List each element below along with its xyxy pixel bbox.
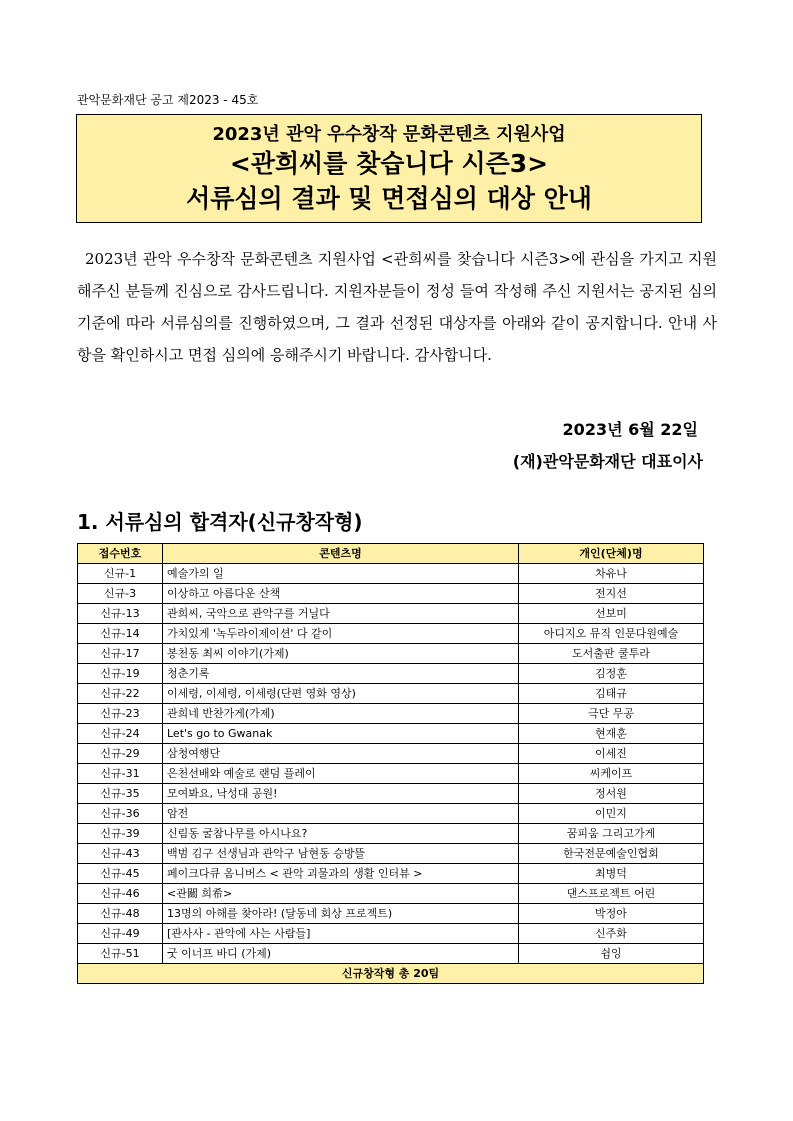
content-name-cell: 봉천동 최씨 이야기(가제) <box>163 644 519 664</box>
table-row <box>78 824 704 844</box>
applicant-name-cell: 박정아 <box>519 904 704 924</box>
table-row <box>78 624 704 644</box>
content-name-cell: 이상하고 아름다운 산책 <box>163 584 519 604</box>
receipt-number-cell: 신규-46 <box>78 884 163 904</box>
title-line-3: 서류심의 결과 및 면접심의 대상 안내 <box>186 184 592 213</box>
applicant-name-cell: 이민지 <box>519 804 704 824</box>
applicant-name-cell: 선보미 <box>519 604 704 624</box>
content-name-cell: 관희네 반찬가게(가제) <box>163 704 519 724</box>
content-name-cell: 예술가의 일 <box>163 564 519 584</box>
title-box <box>76 114 702 223</box>
table-row <box>78 944 704 964</box>
section-heading: 1. 서류심의 합격자(신규창작형) <box>77 510 363 534</box>
table-row <box>78 704 704 724</box>
applicant-name-cell: 이세진 <box>519 744 704 764</box>
content-name-cell: 신림동 굴참나무를 아시나요? <box>163 824 519 844</box>
title-line-2: <관희씨를 찾습니다 시즌3> <box>229 149 549 178</box>
header-content-name: 콘텐츠명 <box>163 544 519 564</box>
content-name-cell: 이세령, 이세령, 이세령(단편 영화 영상) <box>163 684 519 704</box>
receipt-number-cell: 신규-3 <box>78 584 163 604</box>
header-receipt-number: 접수번호 <box>78 544 163 564</box>
applicant-name-cell: 댄스프로젝트 어린 <box>519 884 704 904</box>
table-row <box>78 904 704 924</box>
table-footer-row <box>78 964 704 984</box>
applicant-name-cell: 쉼잉 <box>519 944 704 964</box>
content-name-cell: <관關 희希> <box>163 884 519 904</box>
receipt-number-cell: 신규-45 <box>78 864 163 884</box>
content-name-cell: 청춘기록 <box>163 664 519 684</box>
table-total: 신규창작형 총 20팀 <box>78 964 704 984</box>
applicant-name-cell: 아디지오 뮤직 인문다원예술 <box>519 624 704 644</box>
receipt-number-cell: 신규-49 <box>78 924 163 944</box>
applicant-name-cell: 김태규 <box>519 684 704 704</box>
table-row <box>78 684 704 704</box>
table-row <box>78 784 704 804</box>
receipt-number-cell: 신규-19 <box>78 664 163 684</box>
receipt-number-cell: 신규-35 <box>78 784 163 804</box>
content-name-cell: 가치있게 '녹두라이제이션' 다 같이 <box>163 624 519 644</box>
table-row <box>78 604 704 624</box>
receipt-number-cell: 신규-13 <box>78 604 163 624</box>
applicant-name-cell: 극단 무공 <box>519 704 704 724</box>
receipt-number-cell: 신규-14 <box>78 624 163 644</box>
table-row <box>78 804 704 824</box>
receipt-number-cell: 신규-1 <box>78 564 163 584</box>
receipt-number-cell: 신규-23 <box>78 704 163 724</box>
receipt-number-cell: 신규-31 <box>78 764 163 784</box>
receipt-number-cell: 신규-22 <box>78 684 163 704</box>
table-row <box>78 724 704 744</box>
table-header-row <box>78 544 704 564</box>
applicant-name-cell: 현재훈 <box>519 724 704 744</box>
content-name-cell: 관희씨, 국악으로 관악구를 거닐다 <box>163 604 519 624</box>
notice-date: 2023년 6월 22일 <box>562 420 698 439</box>
content-name-cell: 모여봐요, 낙성대 공원! <box>163 784 519 804</box>
content-name-cell: 암전 <box>163 804 519 824</box>
applicant-name-cell: 정서원 <box>519 784 704 804</box>
receipt-number-cell: 신규-29 <box>78 744 163 764</box>
applicant-name-cell: 꿈피움 그리고가게 <box>519 824 704 844</box>
results-table <box>77 543 704 984</box>
content-name-cell: 삼청여행단 <box>163 744 519 764</box>
notice-number: 관악문화재단 공고 제2023 - 45호 <box>77 93 259 107</box>
applicant-name-cell: 김정훈 <box>519 664 704 684</box>
table-row <box>78 764 704 784</box>
table-row <box>78 844 704 864</box>
table-row <box>78 744 704 764</box>
intro-paragraph: 2023년 관악 우수창작 문화콘텐츠 지원사업 <관희씨를 찾습니다 시즌3>에 관심을 가지고 지원해주신 분들께 진심으로 감사드립니다. 지원자분들이 정성 들여 작성해 주신 지원서는 공지된 심의 기준에 따라 서류심의를 진행하였으며, 그 결과 선정된 대상자를 아래와 같이 공지합니다. 안내 사항을 확인하시고 면접 심의에 응해주시기 바랍니다. 감사합니다. <box>77 250 717 364</box>
receipt-number-cell: 신규-43 <box>78 844 163 864</box>
applicant-name-cell: 씨케이프 <box>519 764 704 784</box>
applicant-name-cell: 차유나 <box>519 564 704 584</box>
title-line-1: 2023년 관악 우수창작 문화콘텐츠 지원사업 <box>212 124 566 145</box>
receipt-number-cell: 신규-17 <box>78 644 163 664</box>
applicant-name-cell: 전지선 <box>519 584 704 604</box>
receipt-number-cell: 신규-39 <box>78 824 163 844</box>
receipt-number-cell: 신규-24 <box>78 724 163 744</box>
content-name-cell: 13명의 아해를 찾아라! (달동네 회상 프로젝트) <box>163 904 519 924</box>
content-name-cell: 백범 김구 선생님과 관악구 남현동 승방뜰 <box>163 844 519 864</box>
content-name-cell: Let's go to Gwanak <box>163 724 519 744</box>
content-name-cell: [관사사 - 관악에 사는 사람들] <box>163 924 519 944</box>
intro-text <box>77 243 717 371</box>
content-name-cell: 은천선배와 예술로 랜덤 플레이 <box>163 764 519 784</box>
issuing-organization: (재)관악문화재단 대표이사 <box>512 452 703 471</box>
table-row <box>78 564 704 584</box>
table-row <box>78 924 704 944</box>
content-name-cell: 페이크다큐 옴니버스 < 관악 괴물과의 생활 인터뷰 > <box>163 864 519 884</box>
table-body <box>78 564 704 964</box>
applicant-name-cell: 신주화 <box>519 924 704 944</box>
table-row <box>78 644 704 664</box>
table-row <box>78 884 704 904</box>
applicant-name-cell: 최병덕 <box>519 864 704 884</box>
applicant-name-cell: 도서출판 쿨투라 <box>519 644 704 664</box>
header-applicant-name: 개인(단체)명 <box>519 544 704 564</box>
receipt-number-cell: 신규-36 <box>78 804 163 824</box>
receipt-number-cell: 신규-51 <box>78 944 163 964</box>
table-row <box>78 664 704 684</box>
table-row <box>78 584 704 604</box>
applicant-name-cell: 한국전문예술인협회 <box>519 844 704 864</box>
table-row <box>78 864 704 884</box>
content-name-cell: 굿 이너프 바디 (가제) <box>163 944 519 964</box>
receipt-number-cell: 신규-48 <box>78 904 163 924</box>
